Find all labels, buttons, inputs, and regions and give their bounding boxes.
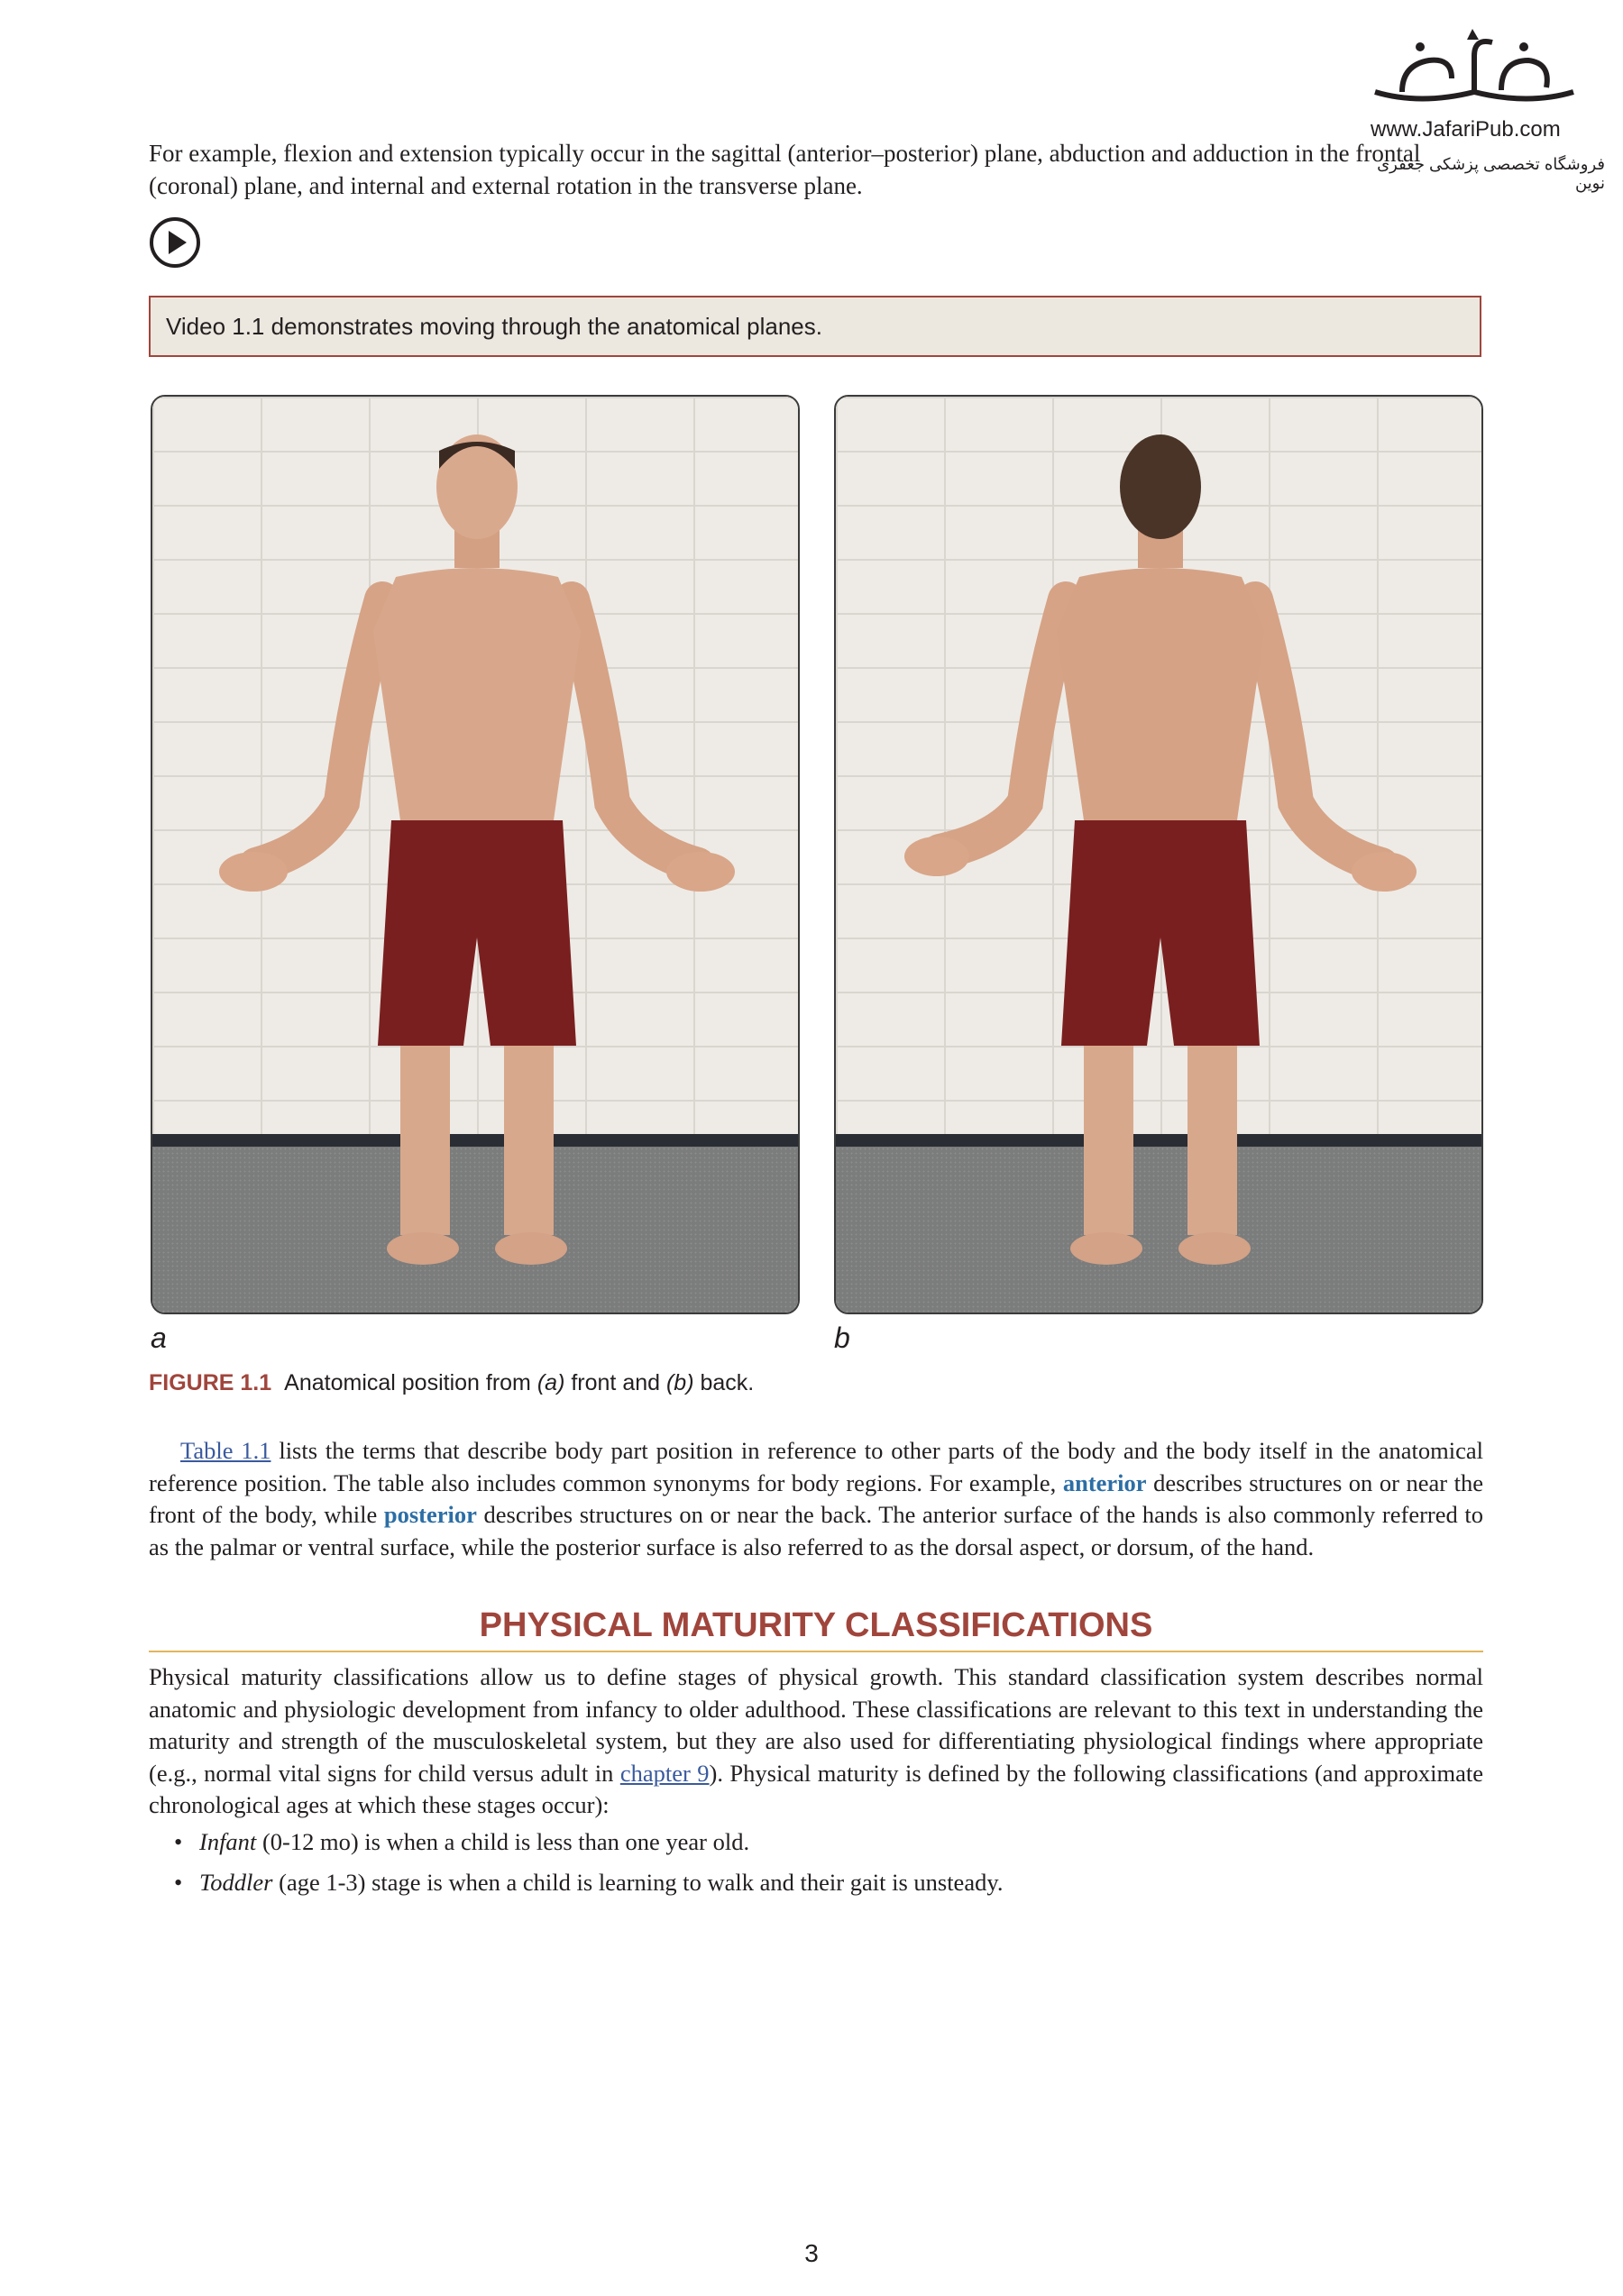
- para1-text-2: describes structures on or near the front of the body, while: [149, 1468, 1483, 1528]
- para1-text-3: describes structures on or near the back. The anterior surface of the hands is also commonly referred to as the palmar or ventral surface, while the posterior surface is also referred to as the dorsal aspect, or dorsum, of the hand.: [149, 1501, 1483, 1560]
- figure-number: FIGURE 1.1: [149, 1370, 272, 1395]
- figure-label-a: a: [151, 1322, 167, 1354]
- para2-text-1: Physical maturity classifications allow us to define stages of physical growth. This standard classification system describes normal anatomic and physiologic development from infancy to older adulthood. These classifications are relevant to this text in understanding the maturity and strength of the musculoskeletal system, but they are also used for differentiating physiological findings where appropriate (e.g., normal vital signs for child versus adult in: [149, 1663, 1483, 1787]
- body-paragraph-1: [149, 1435, 1483, 1563]
- section-heading: PHYSICAL MATURITY CLASSIFICATIONS: [149, 1606, 1483, 1652]
- body-paragraph-2: [149, 1661, 1483, 1822]
- person-back-figure: [836, 397, 1483, 1314]
- caption-a: (a): [536, 1370, 565, 1395]
- video-note-box: [149, 296, 1481, 357]
- watermark-tagline: فروشگاه تخصصی پزشکی جعفری نوین: [1377, 155, 1605, 192]
- caption-text-3: back.: [693, 1370, 755, 1395]
- caption-text-1: Anatomical position from: [284, 1370, 537, 1395]
- list-term: Toddler: [199, 1868, 273, 1896]
- caption-b: (b): [665, 1370, 694, 1395]
- term-anterior: anterior: [1062, 1468, 1147, 1496]
- video-note-text: Video 1.1 demonstrates moving through the anatomical planes.: [166, 312, 822, 340]
- maturity-list: [174, 1826, 1003, 1907]
- table-link[interactable]: Table 1.1: [180, 1437, 271, 1464]
- page-number: 3: [804, 2239, 819, 2267]
- term-posterior: posterior: [383, 1501, 477, 1528]
- play-video-icon[interactable]: [149, 216, 201, 269]
- para1-text-1: lists the terms that describe body part position in reference to other parts of the body and the body itself in the anatomical reference position. The table also includes common synonyms for body regions. For example,: [149, 1437, 1483, 1496]
- figure-label-b: b: [834, 1322, 850, 1354]
- photo-front-view: [151, 395, 800, 1314]
- list-text: (age 1-3) stage is when a child is learning to walk and their gait is unsteady.: [272, 1868, 1004, 1896]
- intro-paragraph: For example, flexion and extension typically occur in the sagittal (anterior–posterior) plane, abduction and adduction in the frontal (coronal) plane, and internal and external rotation in the transverse plane.: [149, 140, 1421, 199]
- photo-back-view: [834, 395, 1483, 1314]
- person-front-figure: [152, 397, 800, 1314]
- list-item: [174, 1867, 1003, 1899]
- list-term: Infant: [199, 1828, 257, 1855]
- list-item: [174, 1826, 1003, 1859]
- caption-text-2: front and: [564, 1370, 666, 1395]
- figure-caption: [149, 1370, 754, 1396]
- chapter-link[interactable]: chapter 9: [619, 1759, 710, 1787]
- para2-text-2: ). Physical maturity is defined by the following classifications (and approximate chronological ages at which these stages occur):: [149, 1759, 1483, 1818]
- list-text: (0-12 mo) is when a child is less than one year old.: [256, 1828, 750, 1855]
- watermark-url: www.JafariPub.com: [1371, 117, 1561, 142]
- calligraphy-logo-icon: [1366, 20, 1582, 114]
